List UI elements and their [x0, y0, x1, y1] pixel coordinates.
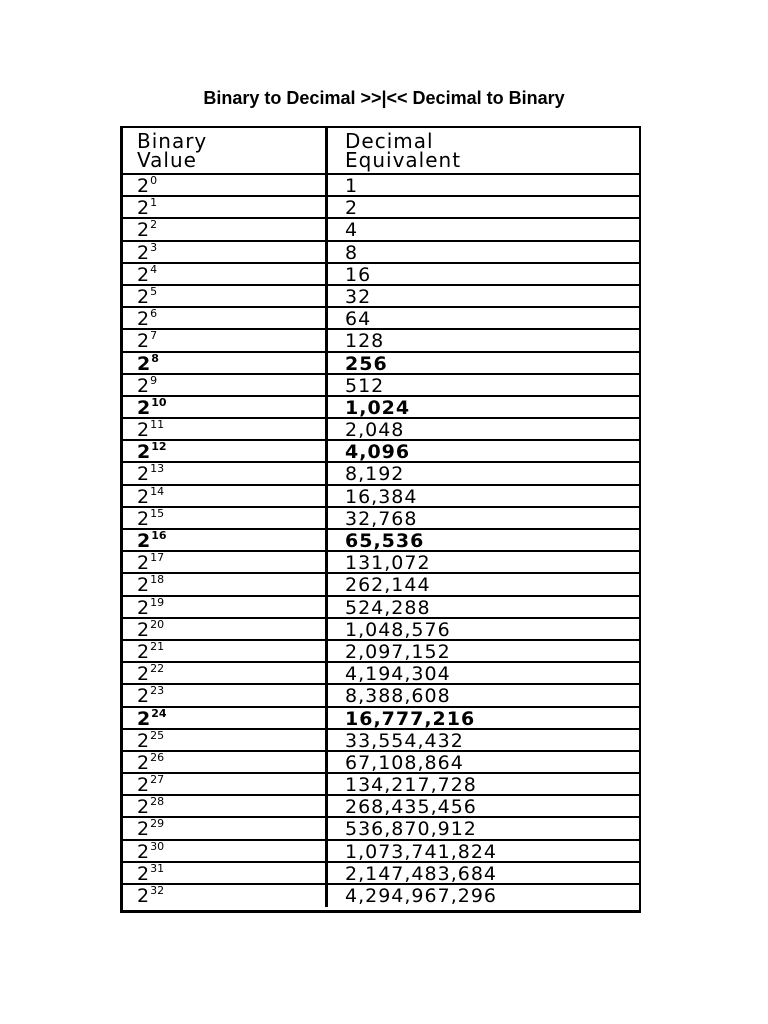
table-row: [123, 841, 639, 863]
table-row: [123, 730, 639, 752]
decimal-equivalent-cell: 128: [345, 330, 385, 351]
binary-value-cell: [123, 730, 328, 750]
power-base: 2: [137, 840, 150, 861]
binary-value-cell: [123, 486, 328, 506]
power-exponent: 27: [150, 774, 165, 787]
power-exponent: 29: [150, 818, 165, 831]
decimal-equivalent-cell: 1: [345, 175, 359, 196]
binary-decimal-table: [120, 126, 641, 913]
power-exponent: 5: [150, 285, 158, 298]
table-row: [123, 574, 639, 596]
power-exponent: 9: [150, 374, 158, 387]
power-base: 2: [137, 796, 150, 817]
decimal-equivalent-cell: 1,073,741,824: [345, 840, 498, 861]
binary-value-cell: [123, 197, 328, 217]
binary-value-cell: [123, 219, 328, 239]
power-exponent: 6: [150, 308, 158, 321]
power-base: 2: [137, 419, 150, 440]
binary-value-cell: [123, 841, 328, 861]
power-base: 2: [137, 774, 150, 795]
table-row: [123, 774, 639, 796]
decimal-equivalent-cell: 65,536: [345, 530, 425, 551]
power-exponent: 24: [151, 707, 167, 720]
table-row: [123, 508, 639, 530]
decimal-equivalent-cell: 16,777,216: [345, 707, 476, 728]
table-row: [123, 619, 639, 641]
power-exponent: 30: [150, 840, 165, 853]
power-base: 2: [137, 862, 150, 883]
power-base: 2: [137, 707, 151, 728]
table-header-row: [123, 128, 639, 175]
power-exponent: 26: [150, 751, 165, 764]
power-base: 2: [137, 285, 150, 307]
table-body: [123, 175, 639, 907]
binary-value-cell: [123, 663, 328, 683]
decimal-equivalent-cell: 32: [345, 285, 372, 307]
header-right-line2: Equivalent: [345, 148, 462, 172]
power-base: 2: [137, 352, 151, 373]
binary-value-cell: [123, 264, 328, 284]
table-row: [123, 419, 639, 441]
power-base: 2: [137, 463, 150, 484]
binary-value-cell: [123, 619, 328, 639]
decimal-equivalent-cell: 64: [345, 308, 372, 329]
power-base: 2: [137, 263, 150, 284]
binary-value-cell: [123, 796, 328, 816]
table-row: [123, 175, 639, 197]
power-base: 2: [137, 530, 151, 551]
power-exponent: 22: [150, 663, 165, 676]
power-base: 2: [137, 241, 150, 262]
decimal-equivalent-cell: 2,048: [345, 419, 405, 440]
power-base: 2: [137, 308, 150, 329]
power-exponent: 15: [150, 507, 165, 520]
table-row: [123, 796, 639, 818]
power-base: 2: [137, 574, 150, 595]
table-row: [123, 463, 639, 485]
table-row: [123, 530, 639, 552]
binary-value-cell: [123, 508, 328, 528]
table-row: [123, 708, 639, 730]
table-row: [123, 486, 639, 508]
power-base: 2: [137, 441, 151, 462]
power-base: 2: [137, 507, 150, 528]
binary-value-cell: [123, 353, 328, 373]
table-row: [123, 397, 639, 419]
power-exponent: 14: [150, 485, 165, 498]
power-exponent: 4: [150, 263, 158, 276]
binary-value-cell: [123, 530, 328, 550]
binary-value-cell: [123, 685, 328, 705]
table-row: [123, 597, 639, 619]
table-row: [123, 818, 639, 840]
power-exponent: 7: [150, 330, 158, 343]
table-row: [123, 441, 639, 463]
power-base: 2: [137, 663, 150, 684]
decimal-equivalent-cell: 67,108,864: [345, 751, 464, 773]
table-row: [123, 330, 639, 352]
table-row: [123, 752, 639, 774]
decimal-equivalent-cell: 16,384: [345, 485, 418, 506]
decimal-equivalent-cell: 1,048,576: [345, 618, 451, 639]
binary-value-cell: [123, 419, 328, 439]
decimal-equivalent-cell: 524,288: [345, 596, 431, 617]
table-row: [123, 353, 639, 375]
power-base: 2: [137, 640, 150, 662]
binary-value-cell: [123, 552, 328, 572]
binary-value-cell: [123, 375, 328, 395]
decimal-equivalent-cell: 8,192: [345, 463, 405, 484]
table-row: [123, 197, 639, 219]
power-exponent: 19: [150, 596, 165, 609]
decimal-equivalent-cell: 8: [345, 241, 359, 262]
decimal-equivalent-cell: 262,144: [345, 574, 431, 595]
power-base: 2: [137, 818, 150, 839]
power-exponent: 11: [150, 419, 165, 432]
header-binary-value: [123, 128, 328, 173]
power-exponent: 0: [150, 175, 158, 187]
power-exponent: 13: [150, 463, 165, 476]
decimal-equivalent-cell: 268,435,456: [345, 796, 477, 817]
power-exponent: 10: [151, 396, 167, 409]
table-row: [123, 286, 639, 308]
header-decimal-equivalent: [328, 128, 639, 173]
binary-value-cell: [123, 441, 328, 461]
binary-value-cell: [123, 330, 328, 350]
binary-value-cell: [123, 242, 328, 262]
table-row: [123, 663, 639, 685]
binary-value-cell: [123, 863, 328, 883]
table-row: [123, 219, 639, 241]
power-exponent: 8: [151, 352, 159, 365]
decimal-equivalent-cell: 4,096: [345, 441, 411, 462]
decimal-equivalent-cell: 16: [345, 263, 372, 284]
binary-value-cell: [123, 463, 328, 483]
power-exponent: 18: [150, 574, 165, 587]
table-row: [123, 863, 639, 885]
power-exponent: 28: [150, 796, 165, 809]
binary-value-cell: [123, 818, 328, 838]
power-base: 2: [137, 396, 151, 418]
power-exponent: 20: [150, 618, 165, 631]
decimal-equivalent-cell: 4,294,967,296: [345, 885, 498, 907]
power-exponent: 2: [150, 219, 158, 232]
binary-value-cell: [123, 574, 328, 594]
power-exponent: 31: [150, 862, 165, 875]
decimal-equivalent-cell: 131,072: [345, 552, 431, 573]
binary-value-cell: [123, 708, 328, 728]
power-base: 2: [137, 175, 150, 196]
table-row: [123, 552, 639, 574]
table-row: [123, 641, 639, 663]
power-base: 2: [137, 618, 150, 639]
header-left-line1: Binary: [137, 129, 208, 153]
power-base: 2: [137, 885, 150, 907]
power-exponent: 3: [150, 241, 158, 254]
decimal-equivalent-cell: 4: [345, 219, 359, 240]
power-base: 2: [137, 374, 150, 395]
table-row: [123, 264, 639, 286]
decimal-equivalent-cell: 512: [345, 374, 385, 395]
table-row: [123, 242, 639, 264]
power-base: 2: [137, 552, 150, 573]
binary-value-cell: [123, 397, 328, 417]
decimal-equivalent-cell: 536,870,912: [345, 818, 477, 839]
power-exponent: 12: [151, 441, 167, 454]
decimal-equivalent-cell: 2,147,483,684: [345, 862, 498, 883]
power-exponent: 25: [150, 729, 165, 742]
table-row: [123, 685, 639, 707]
binary-value-cell: [123, 885, 328, 907]
power-exponent: 21: [150, 640, 165, 653]
decimal-equivalent-cell: 1,024: [345, 396, 411, 418]
decimal-equivalent-cell: 2,097,152: [345, 640, 451, 662]
binary-value-cell: [123, 175, 328, 195]
power-base: 2: [137, 219, 150, 240]
binary-value-cell: [123, 308, 328, 328]
decimal-equivalent-cell: 32,768: [345, 507, 418, 528]
decimal-equivalent-cell: 4,194,304: [345, 663, 451, 684]
power-base: 2: [137, 330, 150, 351]
decimal-equivalent-cell: 2: [345, 197, 359, 218]
decimal-equivalent-cell: 134,217,728: [345, 774, 477, 795]
binary-value-cell: [123, 774, 328, 794]
decimal-equivalent-cell: 256: [345, 352, 388, 373]
binary-value-cell: [123, 752, 328, 772]
table-row: [123, 885, 639, 907]
power-exponent: 32: [150, 885, 165, 897]
power-base: 2: [137, 751, 150, 773]
page-title: Binary to Decimal >>|<< Decimal to Binary: [203, 88, 565, 108]
table-row: [123, 308, 639, 330]
power-base: 2: [137, 685, 150, 706]
header-left-line2: Value: [137, 148, 197, 172]
binary-value-cell: [123, 597, 328, 617]
power-exponent: 16: [151, 530, 167, 542]
power-base: 2: [137, 485, 150, 506]
power-base: 2: [137, 596, 150, 617]
binary-value-cell: [123, 286, 328, 306]
power-exponent: 23: [150, 685, 165, 698]
header-right-line1: Decimal: [345, 129, 434, 153]
power-exponent: 17: [150, 552, 165, 565]
power-base: 2: [137, 197, 150, 218]
binary-value-cell: [123, 641, 328, 661]
power-base: 2: [137, 729, 150, 750]
decimal-equivalent-cell: 33,554,432: [345, 729, 464, 750]
table-row: [123, 375, 639, 397]
decimal-equivalent-cell: 8,388,608: [345, 685, 451, 706]
power-exponent: 1: [150, 197, 158, 210]
